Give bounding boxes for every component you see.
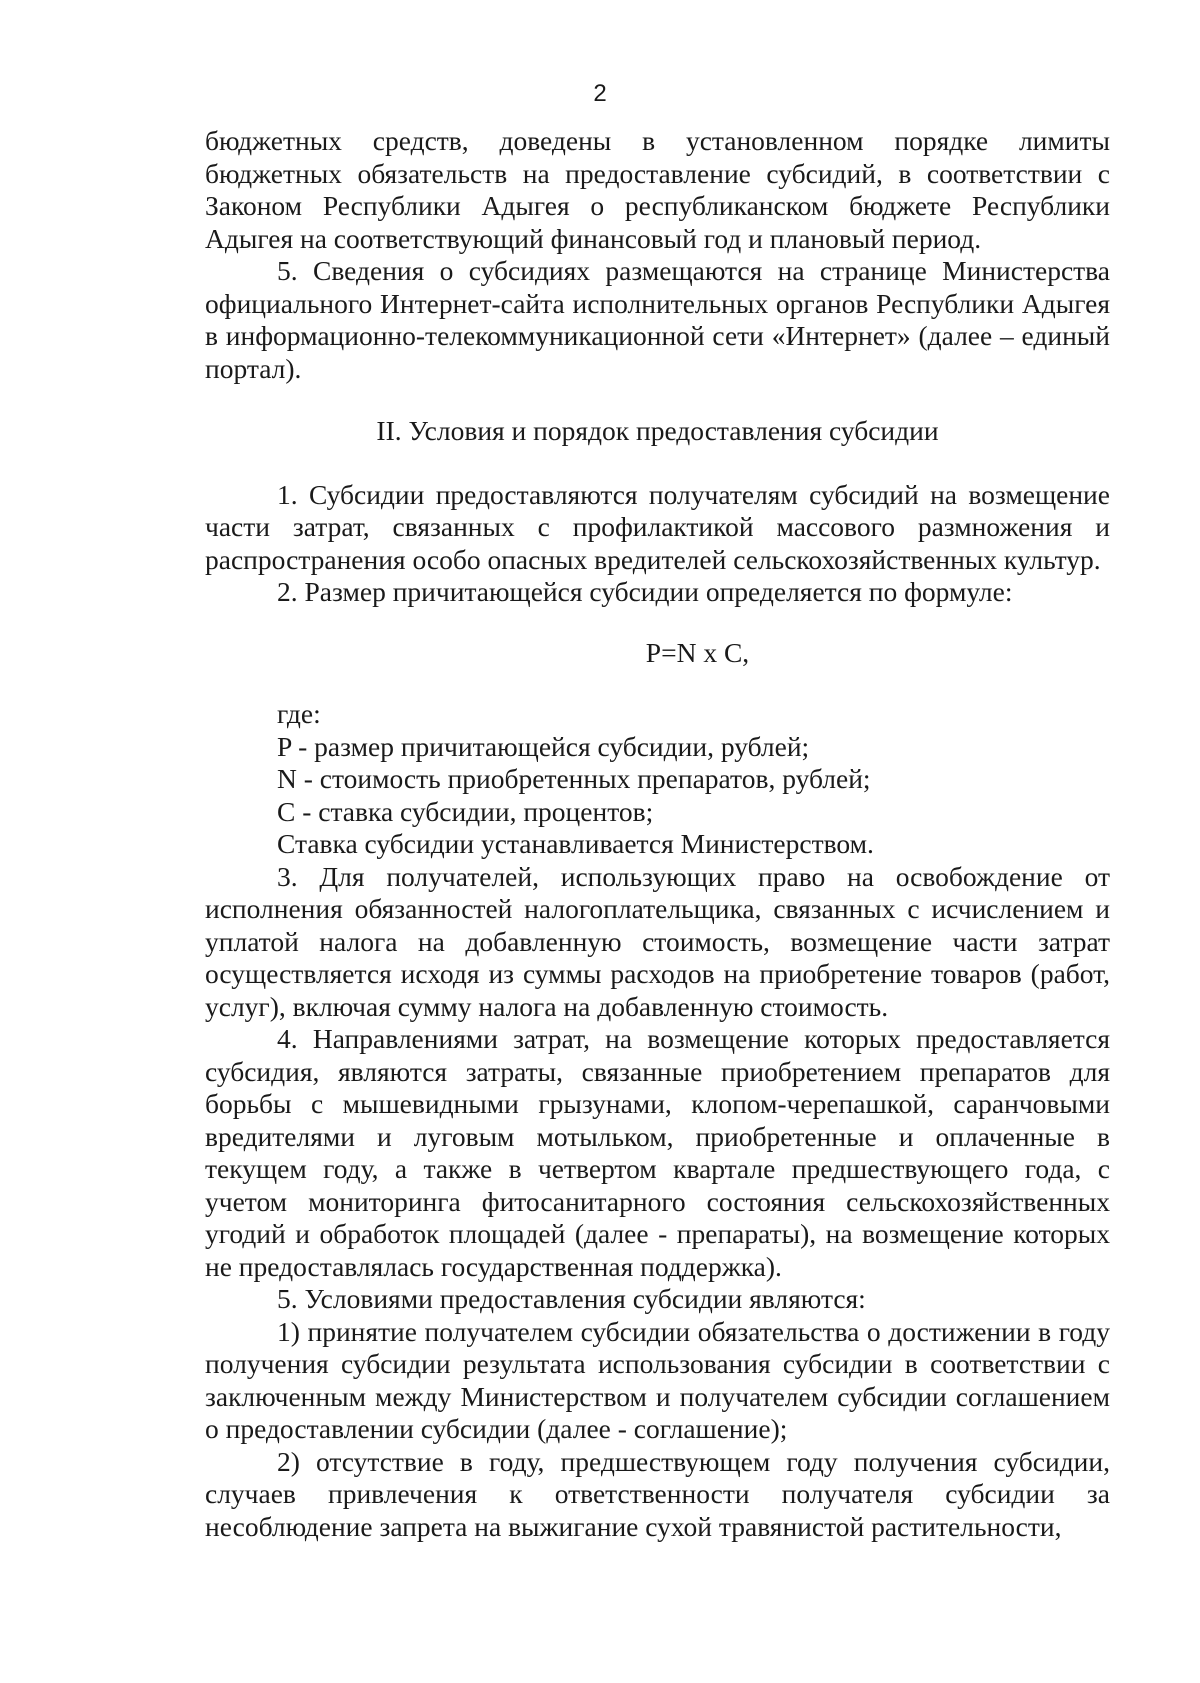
definition-p: P - размер причитающейся субсидии, рублей; [277, 730, 810, 762]
paragraph-intro-continuation: бюджетных средств, доведены в установленном порядке лимиты бюджетных обязательств на предоставление субсидий, в соответствии с Законом Республики Адыгея о республиканском бюджете Республики Адыгея на соответствующий финансовый год и плановый период. [205, 125, 1110, 254]
definition-c: C - ставка субсидии, процентов; [277, 795, 654, 827]
paragraph-subitem-1: 1) принятие получателем субсидии обязательства о достижении в году получения субсидии результата использования субсидии в соответствии с заключенным между Министерством и получателем субсидии соглашением о предоставлении субсидии (далее - соглашение); [205, 1315, 1110, 1444]
definition-n: N - стоимость приобретенных препаратов, рублей; [277, 763, 871, 794]
paragraph-item-3: 3. Для получателей, использующих право на освобождение от исполнения обязанностей налогоплательщика, связанных с исчислением и уплатой налога на добавленную стоимость, возмещение части затрат осуществляется исходя из суммы расходов на приобретение товаров (работ, услуг), включая сумму налога на добавленную стоимость. [205, 860, 1110, 1022]
section-heading: II. Условия и порядок предоставления субсидии [376, 415, 939, 446]
definition-rate: Ставка субсидии устанавливается Министерством. [277, 828, 874, 859]
paragraph-item-2: 2. Размер причитающейся субсидии определяется по формуле: [277, 576, 1013, 607]
paragraph-item-1: 1. Субсидии предоставляются получателям субсидий на возмещение части затрат, связанных с профилактикой массового размножения и распространения особо опасных вредителей сельскохозяйственных культур. [205, 478, 1110, 575]
document-body [205, 125, 1110, 1543]
paragraph-item-4: 4. Направлениями затрат, на возмещение которых предоставляется субсидия, являются затраты, связанные приобретением препаратов для борьбы с мышевидными грызунами, клопом-черепашкой, саранчовыми вредителями и луговым мотыльком, приобретенные и оплаченные в текущем году, а также в четвертом квартале предшествующего года, с учетом мониторинга фитосанитарного состояния сельскохозяйственных угодий и обработок площадей (далее - препараты), на возмещение которых не предоставлялась государственная поддержка). [205, 1023, 1110, 1282]
definition-where: где: [277, 698, 321, 729]
paragraph-intro-item-5: 5. Сведения о субсидиях размещаются на странице Министерства официального Интернет-сайта исполнительных органов Республики Адыгея в информационно-телекоммуникационной сети «Интернет» (далее – единый портал). [205, 255, 1110, 384]
paragraph-item-5: 5. Условиями предоставления субсидии являются: [277, 1283, 866, 1314]
formula: P=N x C, [645, 636, 750, 668]
page-number: 2 [593, 80, 607, 107]
paragraph-subitem-2: 2) отсутствие в году, предшествующем году получения субсидии, случаев привлечения к ответственности получателя субсидии за несоблюдение запрета на выжигание сухой травянистой растительности, [205, 1445, 1110, 1542]
